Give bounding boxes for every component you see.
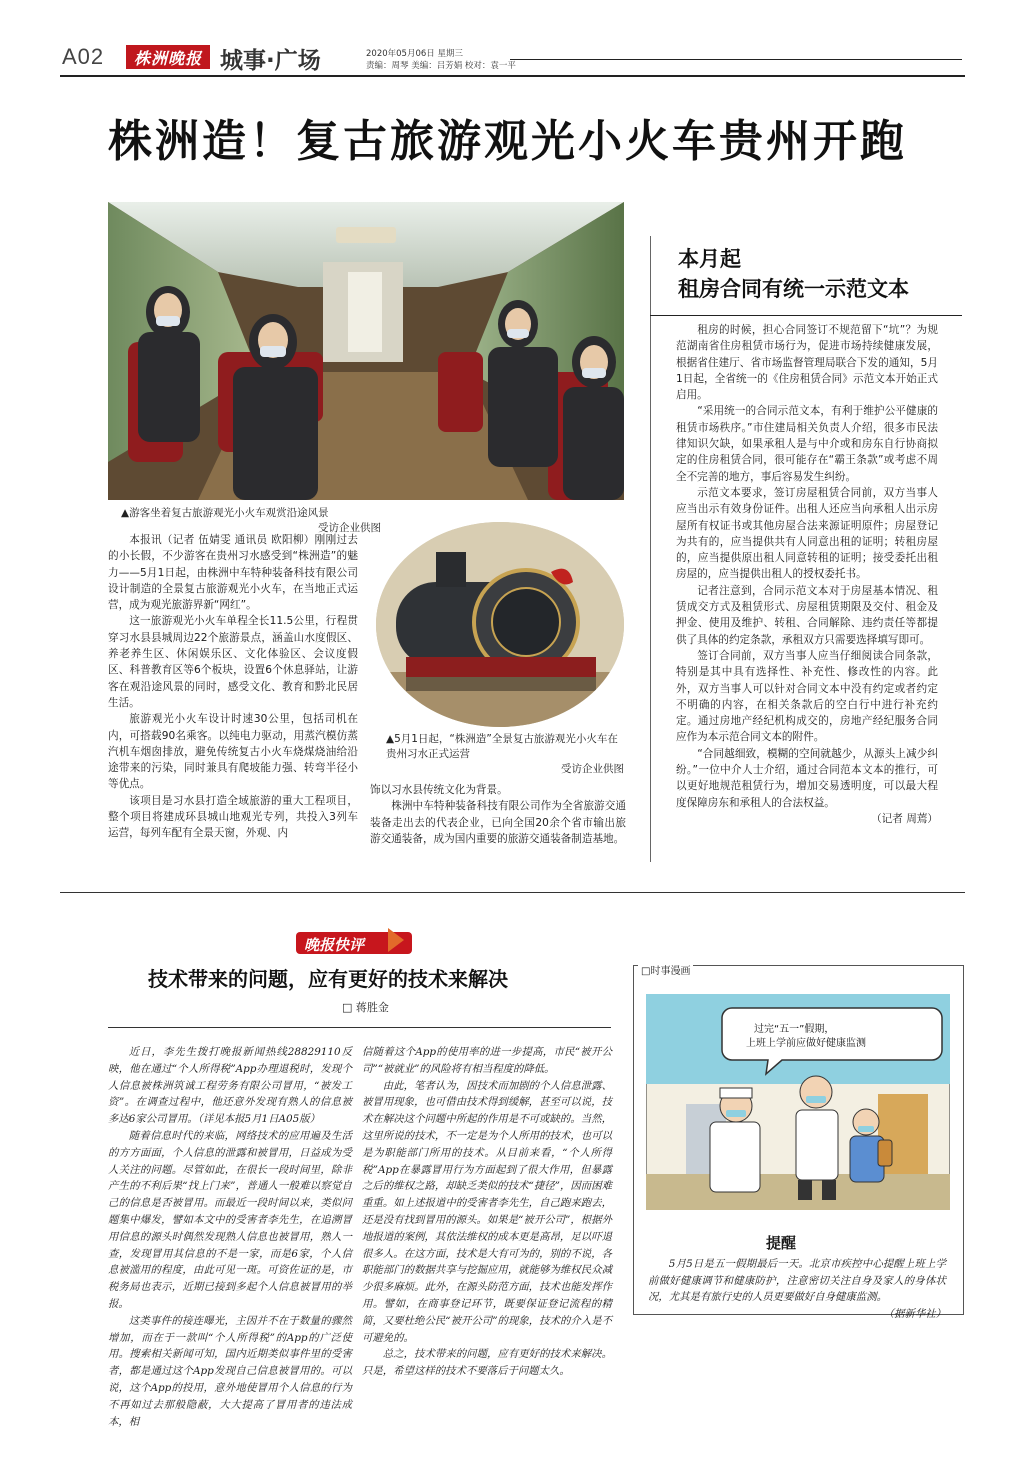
rental-story-body — [676, 322, 938, 827]
opinion-author: □ 蒋胜金 — [342, 1001, 389, 1014]
rental-headline — [678, 244, 909, 304]
cartoon-caption — [648, 1256, 946, 1322]
paragraph: 信随着这个App的使用率的进一步提高，市民“被开公司”“被就业”的风险将有相当程度的降低。 — [362, 1046, 612, 1075]
column-badge-label: 晚报快评 — [304, 936, 365, 954]
paragraph: 随着信息时代的来临，网络技术的应用遍及生活的方方面面，个人信息的泄露和被冒用，日益成为受人关注的问题。尽管如此，在很长一段时间里，除非产生的不利后果“找上门来”，普通人一般难以察觉自己的信息是否被冒用。而最近一段时间以来，类似问题集中爆发，譬如本文中的受害者李先生，在追溯冒用信息的源头时偶然发现熟人信息也被冒用，熟人一查，发现冒用其信息的不是一家，而是6家，个人信息被滥用的程度，由此可见一斑。可资佐证的是，市税务局也表示，近期已接到多起个人信息被冒用的举报。 — [108, 1129, 352, 1310]
opinion-col2 — [362, 1044, 612, 1380]
rental-credit: （记者 周蔫） — [871, 812, 938, 825]
paragraph: 由此，笔者认为，因技术而加剧的个人信息泄露、被冒用现象，也可借由技术得到缓解，甚至可以说，技术在解决这个问题中所起的作用是不可或缺的。当然，这里所说的技术，不一定是为个人所用的技术，也可以是为职能部门所用的技术。从目前来看，“个人所得税”App在暴露冒用行为方面起到了很大作用，但暴露之后的维权之路，却缺乏类似的技术“捷径”，因而困难重重。如上述报道中的受害者李先生，自己跑来跑去，还是没有找到冒用的源头。如果是“被开公司”，根据外地报道的案例，其依法维权的成本更是高昂，足以吓退很多人。在这方面，技术是大有可为的，别的不说，各职能部门的数据共享与挖掘应用，就能够为维权民众减少很多麻烦。此外，在源头防范方面，技术也能发挥作用。譬如，在商事登记环节，既要保证登记流程的精简，又要杜绝公民“被开公司”的现象，技术的介入是不可避免的。 — [362, 1079, 612, 1344]
editor-credits: 责编：周琴 美编：吕芳娟 校对：袁一平 — [366, 61, 516, 71]
newspaper-logo: 株洲晚报 — [126, 45, 210, 69]
page-number: A02 — [62, 44, 105, 69]
photo2-caption-text: ▲5月1日起，“株洲造”全景复古旅游观光小火车在贵州习水正式运营 — [386, 733, 618, 760]
cartoon-bubble-text: 过完“五一”假期，上班上学前应做好健康监测 — [746, 1024, 866, 1049]
cartoon-box-label: □时事漫画 — [638, 962, 693, 977]
column-divider — [650, 236, 651, 862]
photo2-caption — [386, 732, 624, 777]
paragraph: “合同越细致，模糊的空间就越少，从源头上减少纠纷。”一位中介人士介绍，通过合同范本文本的推行，可以更好地规范租赁行为，增加交易透明度，可以最大程度保障房东和承租人的合法权益。 — [676, 747, 938, 809]
main-story-col2 — [370, 782, 626, 847]
paragraph: “采用统一的合同示范文本，有利于维护公平健康的租赁市场秩序。”市住建局相关负责人介绍，很多市民法律知识欠缺，如果承租人是与中介或和房东自行协商拟定的住房租赁合同，很可能存在“霸王条款”或考虑不周全不完善的地方，事后容易发生纠纷。 — [676, 405, 938, 483]
photo1-credit: 受访企业供图 — [318, 522, 381, 534]
masthead-rule — [60, 75, 965, 77]
paragraph: 这一旅游观光小火车单程全长11.5公里，行程贯穿习水县县城周边22个旅游景点，涵盖山水度假区、养老养生区、休闲娱乐区、文化体验区、会议度假区、科普教育区等6个板块，设置6个休息驿站，让游客在观沿途风景的同时，感受文化、教育和黔北民居生活。 — [108, 615, 358, 709]
section-name: 城事·广场 — [220, 48, 321, 74]
opinion-col1 — [108, 1044, 352, 1430]
paragraph: 示范文本要求，签订房屋租赁合同前，双方当事人应当出示有效身份证件。出租人还应当向承租人出示房屋所有权证书或其他房屋合法来源证明原件；房屋登记为共有的，应当提供共有人同意出租的证明；转租房屋的，应当提供原出租人同意转租的证明；接受委托出租房屋的，应当提供出租人的授权委托书。 — [676, 486, 938, 581]
rental-headline-line1: 本月起 — [678, 247, 741, 271]
rental-headline-line2: 租房合同有统一示范文本 — [678, 277, 909, 301]
paragraph: 旅游观光小火车设计时速30公里，包括司机在内，可搭载90名乘客。以纯电力驱动，用蒸汽模仿蒸汽机车烟囱排放，避免传统复古小火车烧煤烧油给沿途带来的污染，同时兼具有爬坡能力强、转弯半径小等优点。 — [108, 713, 358, 791]
main-headline: 株洲造！复古旅游观光小火车贵州开跑 — [108, 116, 907, 167]
issue-date: 2020年05月06日 星期三 — [366, 49, 463, 59]
paragraph: 饰以习水县传统文化为背景。 — [370, 784, 508, 796]
train-exterior-photo — [376, 522, 624, 727]
paragraph: 总之，技术带来的问题，应有更好的技术来解决。只是，希望这样的技术不要落后于问题太久。 — [362, 1348, 612, 1378]
paragraph: 近日，李先生拨打晚报新闻热线28829110反映，他在通过“个人所得税”App办理退税时，发现个人信息被株洲筑诚工程劳务有限公司冒用，“被发工资”。在调查过程中，他还意外发现有熟人的信息被多达6家公司冒用。（详见本报5月1日A05版） — [108, 1046, 352, 1126]
masthead-thin-rule — [510, 59, 962, 60]
section-divider — [60, 892, 965, 893]
paragraph: 本报讯（记者 伍婧雯 通讯员 欧阳柳）刚刚过去的小长假，不少游客在贵州习水感受到“株洲造”的魅力——5月1日起，由株洲中车特种装备科技有限公司设计制造的全景复古旅游观光小火车，在当地正式运营，成为观光旅游界新“网红”。 — [108, 534, 358, 612]
paragraph: 签订合同前，双方当事人应当仔细阅读合同条款，特别是其中具有选择性、补充性、修改性的内容。此外，双方当事人可以针对合同文本中没有约定或者约定不明确的内容，在相关条款后的空白行中进行补充约定。通过房地产经纪机构成交的，房地产经纪服务合同应作为本示范合同文本的附件。 — [676, 649, 938, 744]
main-story-col1 — [108, 532, 358, 842]
paragraph: 记者注意到，合同示范文本对于房屋基本情况、租赁成交方式及租赁形式、房屋租赁期限及交付、租金及押金、使用及维护、转租、合同解除、违约责任等都提供了具体的约定条款，承租双方只需要选择填写即可。 — [676, 584, 938, 646]
opinion-rule — [108, 1027, 611, 1028]
paragraph: 该项目是习水县打造全域旅游的重大工程项目，整个项目将建成环县城山地观光专列，共投入3列车运营，每列车配有全景天窗，外观、内 — [108, 794, 358, 840]
column-badge — [296, 926, 412, 956]
paragraph: 5月5日是五一假期最后一天。北京市疾控中心提醒上班上学前做好健康调节和健康防护，注意密切关注自身及家人的身体状况，尤其是有旅行史的人员更要做好自身健康监测。 — [648, 1258, 946, 1303]
rental-headline-rule — [650, 315, 962, 316]
train-interior-photo — [108, 202, 624, 500]
paragraph: 株洲中车特种装备科技有限公司作为全省旅游交通装备走出去的代表企业，已向全国20余个省市输出旅游交通装备，成为国内重要的旅游交通装备制造基地。 — [370, 800, 626, 845]
paragraph: 租房的时候，担心合同签订不规范留下“坑”？为规范湖南省住房租赁市场行为，促进市场持续健康发展，根据省住建厅、省市场监督管理局联合下发的通知，5月1日起，全省统一的《住房租赁合同》示范文本开始正式启用。 — [676, 324, 938, 402]
cartoon-credit: （据新华社） — [883, 1307, 946, 1320]
cartoon-illustration — [646, 994, 950, 1210]
photo1-caption-text: ▲游客坐着复古旅游观光小火车观赏沿途风景 — [121, 507, 329, 519]
opinion-title: 技术带来的问题，应有更好的技术来解决 — [148, 967, 508, 991]
cartoon-title: 提醒 — [766, 1234, 797, 1252]
paragraph: 这类事件的接连曝光，主因并不在于数量的骤然增加，而在于一款叫“个人所得税”的App的广泛使用。搜索相关新闻可知，国内近期类似事件里的受害者，都是通过这个App发现自己信息被冒用的。可以说，这个App的投用，意外地使冒用个人信息的行为不再如过去那般隐蔽，大大提高了冒用者的违法成本，相 — [108, 1314, 352, 1428]
photo2-credit: 受访企业供图 — [561, 763, 624, 775]
